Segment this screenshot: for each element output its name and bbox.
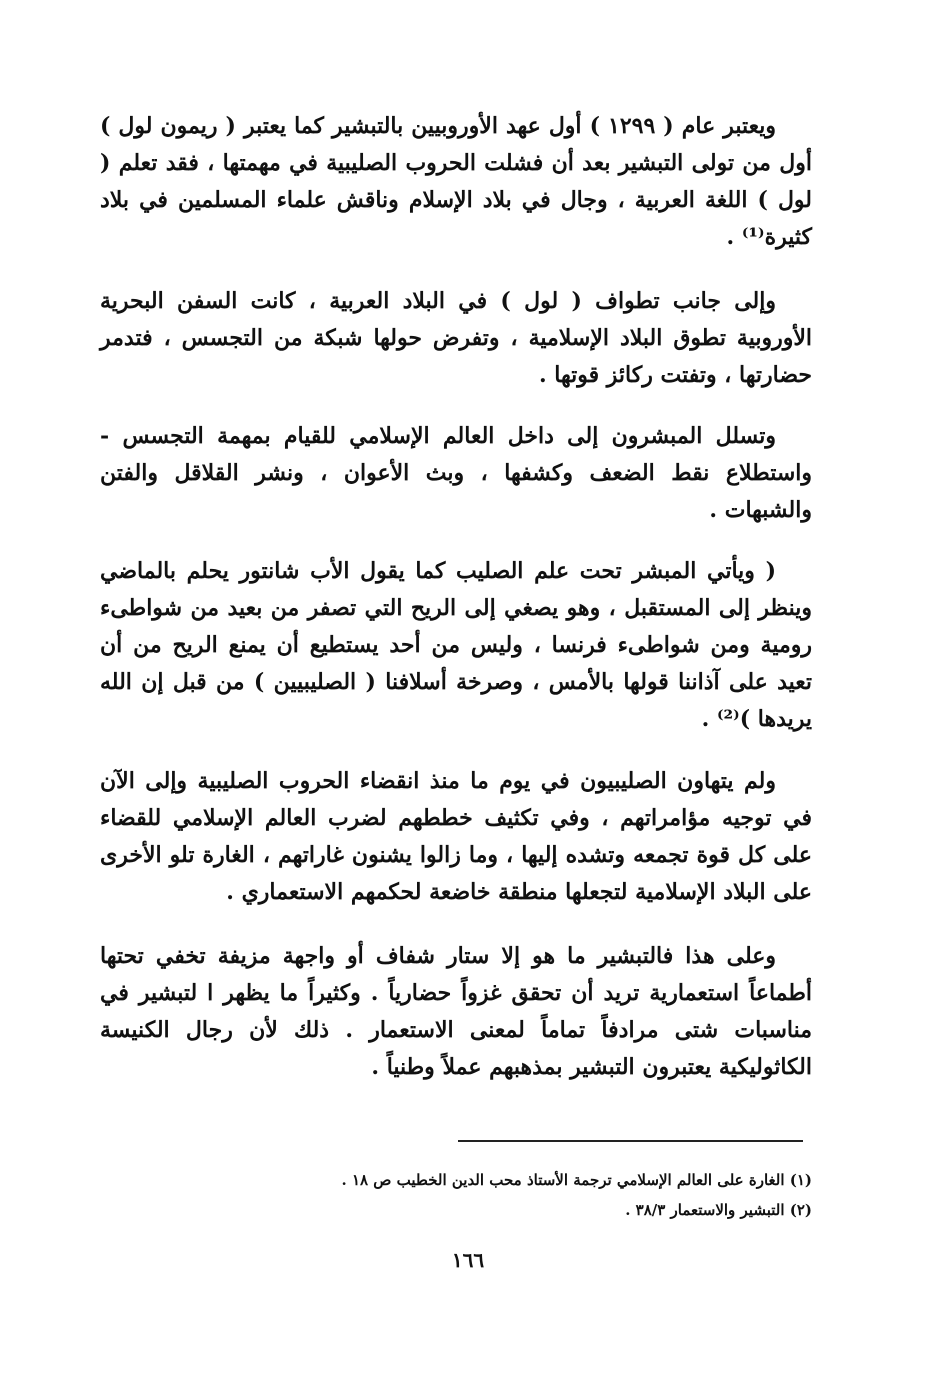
paragraph-1-text: ويعتبر عام ( ١٢٩٩ ) أول عهد الأوروبيين بالتبشير كما يعتبر ( ريمون لول ) أول من تولى التبشير بعد أن فشلت الحروب الصليبية في مهمتها ، فقد تعلم ( لول ) اللغة العربية ، وجال في بلاد الإسلام وناقش علماء المسلمين في بلاد كثيرة⁽¹⁾ . <box>100 113 812 250</box>
paragraph-6-text: وعلى هذا فالتبشير ما هو إلا ستار شفاف أو واجهة مزيفة تخفي تحتها أطماعاً استعمارية تريد أن تحقق غزواً حضارياً . وكثيراً ما يظهر ا لتبشير في مناسبات شتى مرادفاً تماماً لمعنى الاستعمار . ذلك لأن رجال الكنيسة الكاثوليكية يعتبرون التبشير بمذهبهم عملاً وطنياً . <box>100 943 812 1080</box>
paragraph-3 <box>100 418 812 529</box>
footnote-divider <box>458 1140 803 1142</box>
paragraph-5-text: ولم يتهاون الصليبيون في يوم ما منذ انقضاء الحروب الصليبية وإلى الآن في توجيه مؤامراتهم ، وفي تكثيف خططهم لضرب العالم الإسلامي للقضاء على كل قوة تجمعه وتشده إليها ، وما زالوا يشنون غاراتهم ، الغارة تلو الأخرى على البلاد الإسلامية لتجعلها منطقة خاضعة لحكمهم الاستعماري . <box>100 768 812 905</box>
paragraph-1 <box>100 108 812 256</box>
footnote-1: (١) الغارة على العالم الإسلامي ترجمة الأستاذ محب الدين الخطيب ص ١٨ . <box>341 1171 812 1189</box>
paragraph-4-text: ( ويأتي المبشر تحت علم الصليب كما يقول الأب شانتور يحلم بالماضي وينظر إلى المستقبل ، وهو يصغي إلى الريح التي تصفر من بعيد من شواطىء رومية ومن شواطىء فرنسا ، وليس من أحد يستطيع أن يمنع الريح من أن تعيد على آذاننا قولها بالأمس ، وصرخة أسلافنا ( الصليبيين ) من قبل إن الله يريدها )⁽²⁾ . <box>100 558 812 732</box>
footnote-2: (٢) التبشير والاستعمار ٣٨/٣ . <box>625 1201 812 1219</box>
paragraph-6 <box>100 938 812 1086</box>
paragraph-3-text: وتسلل المبشرون إلى داخل العالم الإسلامي للقيام بمهمة التجسس - واستطلاع نقط الضعف وكشفها ، وبث الأعوان ، ونشر القلاقل والفتن والشبهات . <box>100 423 812 523</box>
paragraph-5 <box>100 763 812 911</box>
footnotes <box>100 1165 812 1225</box>
page-number: ١٦٦ <box>451 1248 485 1272</box>
paragraph-2-text: وإلى جانب تطواف ( لول ) في البلاد العربية ، كانت السفن البحرية الأوروبية تطوق البلاد الإسلامية ، وتفرض حولها شبكة من التجسس ، فتدمر حضارتها ، وتفتت ركائز قوتها . <box>100 288 812 388</box>
paragraph-2 <box>100 283 812 394</box>
paragraph-4 <box>100 553 812 738</box>
